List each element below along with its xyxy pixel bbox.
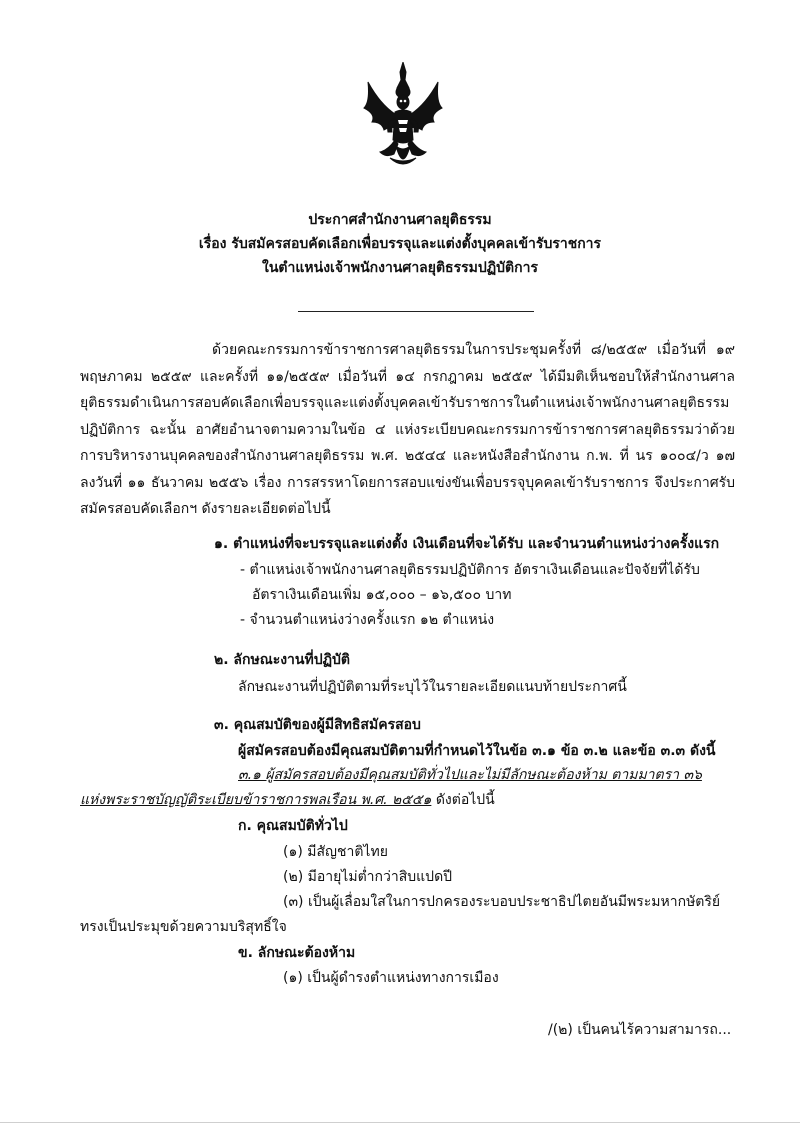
continuation-note: /(๒) เป็นคนไร้ความสามารถ... bbox=[548, 1022, 732, 1038]
section-3-subheading: ผู้สมัครสอบต้องมีคุณสมบัติตามที่กำหนดไว้ในข้อ ๓.๑ ข้อ ๓.๒ และข้อ ๓.๓ ดังนี้ bbox=[238, 743, 716, 759]
title-divider bbox=[298, 311, 534, 312]
garuda-emblem-icon bbox=[362, 62, 444, 172]
general-item-3: (๓) เป็นผู้เลื่อมใสในการปกครองระบอบประชาธิปไตยอันมีพระมหากษัตริย์ bbox=[283, 894, 721, 910]
section-1-item-2: - จำนวนตำแหน่งว่างครั้งแรก ๑๒ ตำแหน่ง bbox=[240, 612, 495, 628]
general-qualifications-heading: ก. คุณสมบัติทั่วไป bbox=[238, 818, 348, 834]
general-item-3-cont: ทรงเป็นประมุขด้วยความบริสุทธิ์ใจ bbox=[80, 919, 287, 935]
prohibited-heading: ข. ลักษณะต้องห้าม bbox=[238, 945, 356, 961]
section-3-1-line-1: ๓.๑ ผู้สมัครสอบต้องมีคุณสมบัติทั่วไปและไม่มีลักษณะต้องห้าม ตามมาตรา ๓๖ bbox=[238, 767, 702, 783]
general-item-1: (๑) มีสัญชาติไทย bbox=[283, 844, 388, 860]
intro-paragraph: ด้วยคณะกรรมการข้าราชการศาลยุติธรรมในการประชุมครั้งที่ ๘/๒๕๕๙ เมื่อวันที่ ๑๙ พฤษภาคม ๒๕๕๙ และครั้งที่ ๑๑/๒๕๕๙ เมื่อวันที่ ๑๔ กรกฎาคม ๒๕๕๙ ได้มีมติเห็นชอบให้สำนักงานศาลยุติธรรมดำเนินการสอบคัดเลือกเพื่อบรรจุและแต่งตั้งบุคคลเข้ารับราชการในตำแหน่งเจ้าพนักงานศาลยุติธรรมปฏิบัติการ ฉะนั้น อาศัยอำนาจตามความในข้อ ๔ แห่งระเบียบคณะกรรมการข้าราชการศาลยุติธรรมว่าด้วยการบริหารงานบุคคลของสำนักงานศาลยุติธรรม พ.ศ. ๒๕๔๔ และหนังสือสำนักงาน ก.พ. ที่ นร ๑๐๐๔/ว ๑๗ ลงวันที่ ๑๑ ธันวาคม ๒๕๕๖ เรื่อง การสรรหาโดยการสอบแข่งขันเพื่อบรรจุบุคคลเข้ารับราชการ จึงประกาศรับสมัครสอบคัดเลือกฯ ดังรายละเอียดต่อไปนี้ bbox=[80, 342, 735, 517]
section-1-item-1: - ตำแหน่งเจ้าพนักงานศาลยุติธรรมปฏิบัติการ อัตราเงินเดือนและปัจจัยที่ได้รับ bbox=[240, 562, 700, 578]
act-reference: แห่งพระราชบัญญัติระเบียบข้าราชการพลเรือน พ.ศ. ๒๕๕๑ bbox=[80, 792, 432, 808]
section-1-item-1-cont: อัตราเงินเดือนเพิ่ม ๑๕,๐๐๐ – ๑๖,๕๐๐ บาท bbox=[252, 587, 512, 603]
title-line-3: ในตำแหน่งเจ้าพนักงานศาลยุติธรรมปฏิบัติการ bbox=[262, 260, 538, 276]
section-1-heading: ๑. ตำแหน่งที่จะบรรจุและแต่งตั้ง เงินเดือนที่จะได้รับ และจำนวนตำแหน่งว่างครั้งแรก bbox=[214, 536, 720, 552]
section-3-1-line-2-rest: ดังต่อไปนี้ bbox=[431, 792, 495, 808]
title-line-1: ประกาศสำนักงานศาลยุติธรรม bbox=[308, 212, 492, 228]
prohibited-item-1: (๑) เป็นผู้ดำรงตำแหน่งทางการเมือง bbox=[283, 970, 499, 986]
section-2-body: ลักษณะงานที่ปฏิบัติตามที่ระบุไว้ในรายละเอียดแนบท้ายประกาศนี้ bbox=[238, 679, 627, 695]
announcement-title bbox=[150, 208, 650, 280]
page-bottom-edge bbox=[0, 1122, 800, 1123]
general-item-2: (๒) มีอายุไม่ต่ำกว่าสิบแปดปี bbox=[283, 869, 453, 885]
title-line-2: เรื่อง รับสมัครสอบคัดเลือกเพื่อบรรจุและแต่งตั้งบุคคลเข้ารับราชการ bbox=[198, 236, 602, 252]
section-2-heading: ๒. ลักษณะงานที่ปฏิบัติ bbox=[214, 652, 350, 668]
section-3-1-line-2 bbox=[80, 787, 495, 813]
section-3-heading: ๓. คุณสมบัติของผู้มีสิทธิสมัครสอบ bbox=[214, 717, 421, 733]
